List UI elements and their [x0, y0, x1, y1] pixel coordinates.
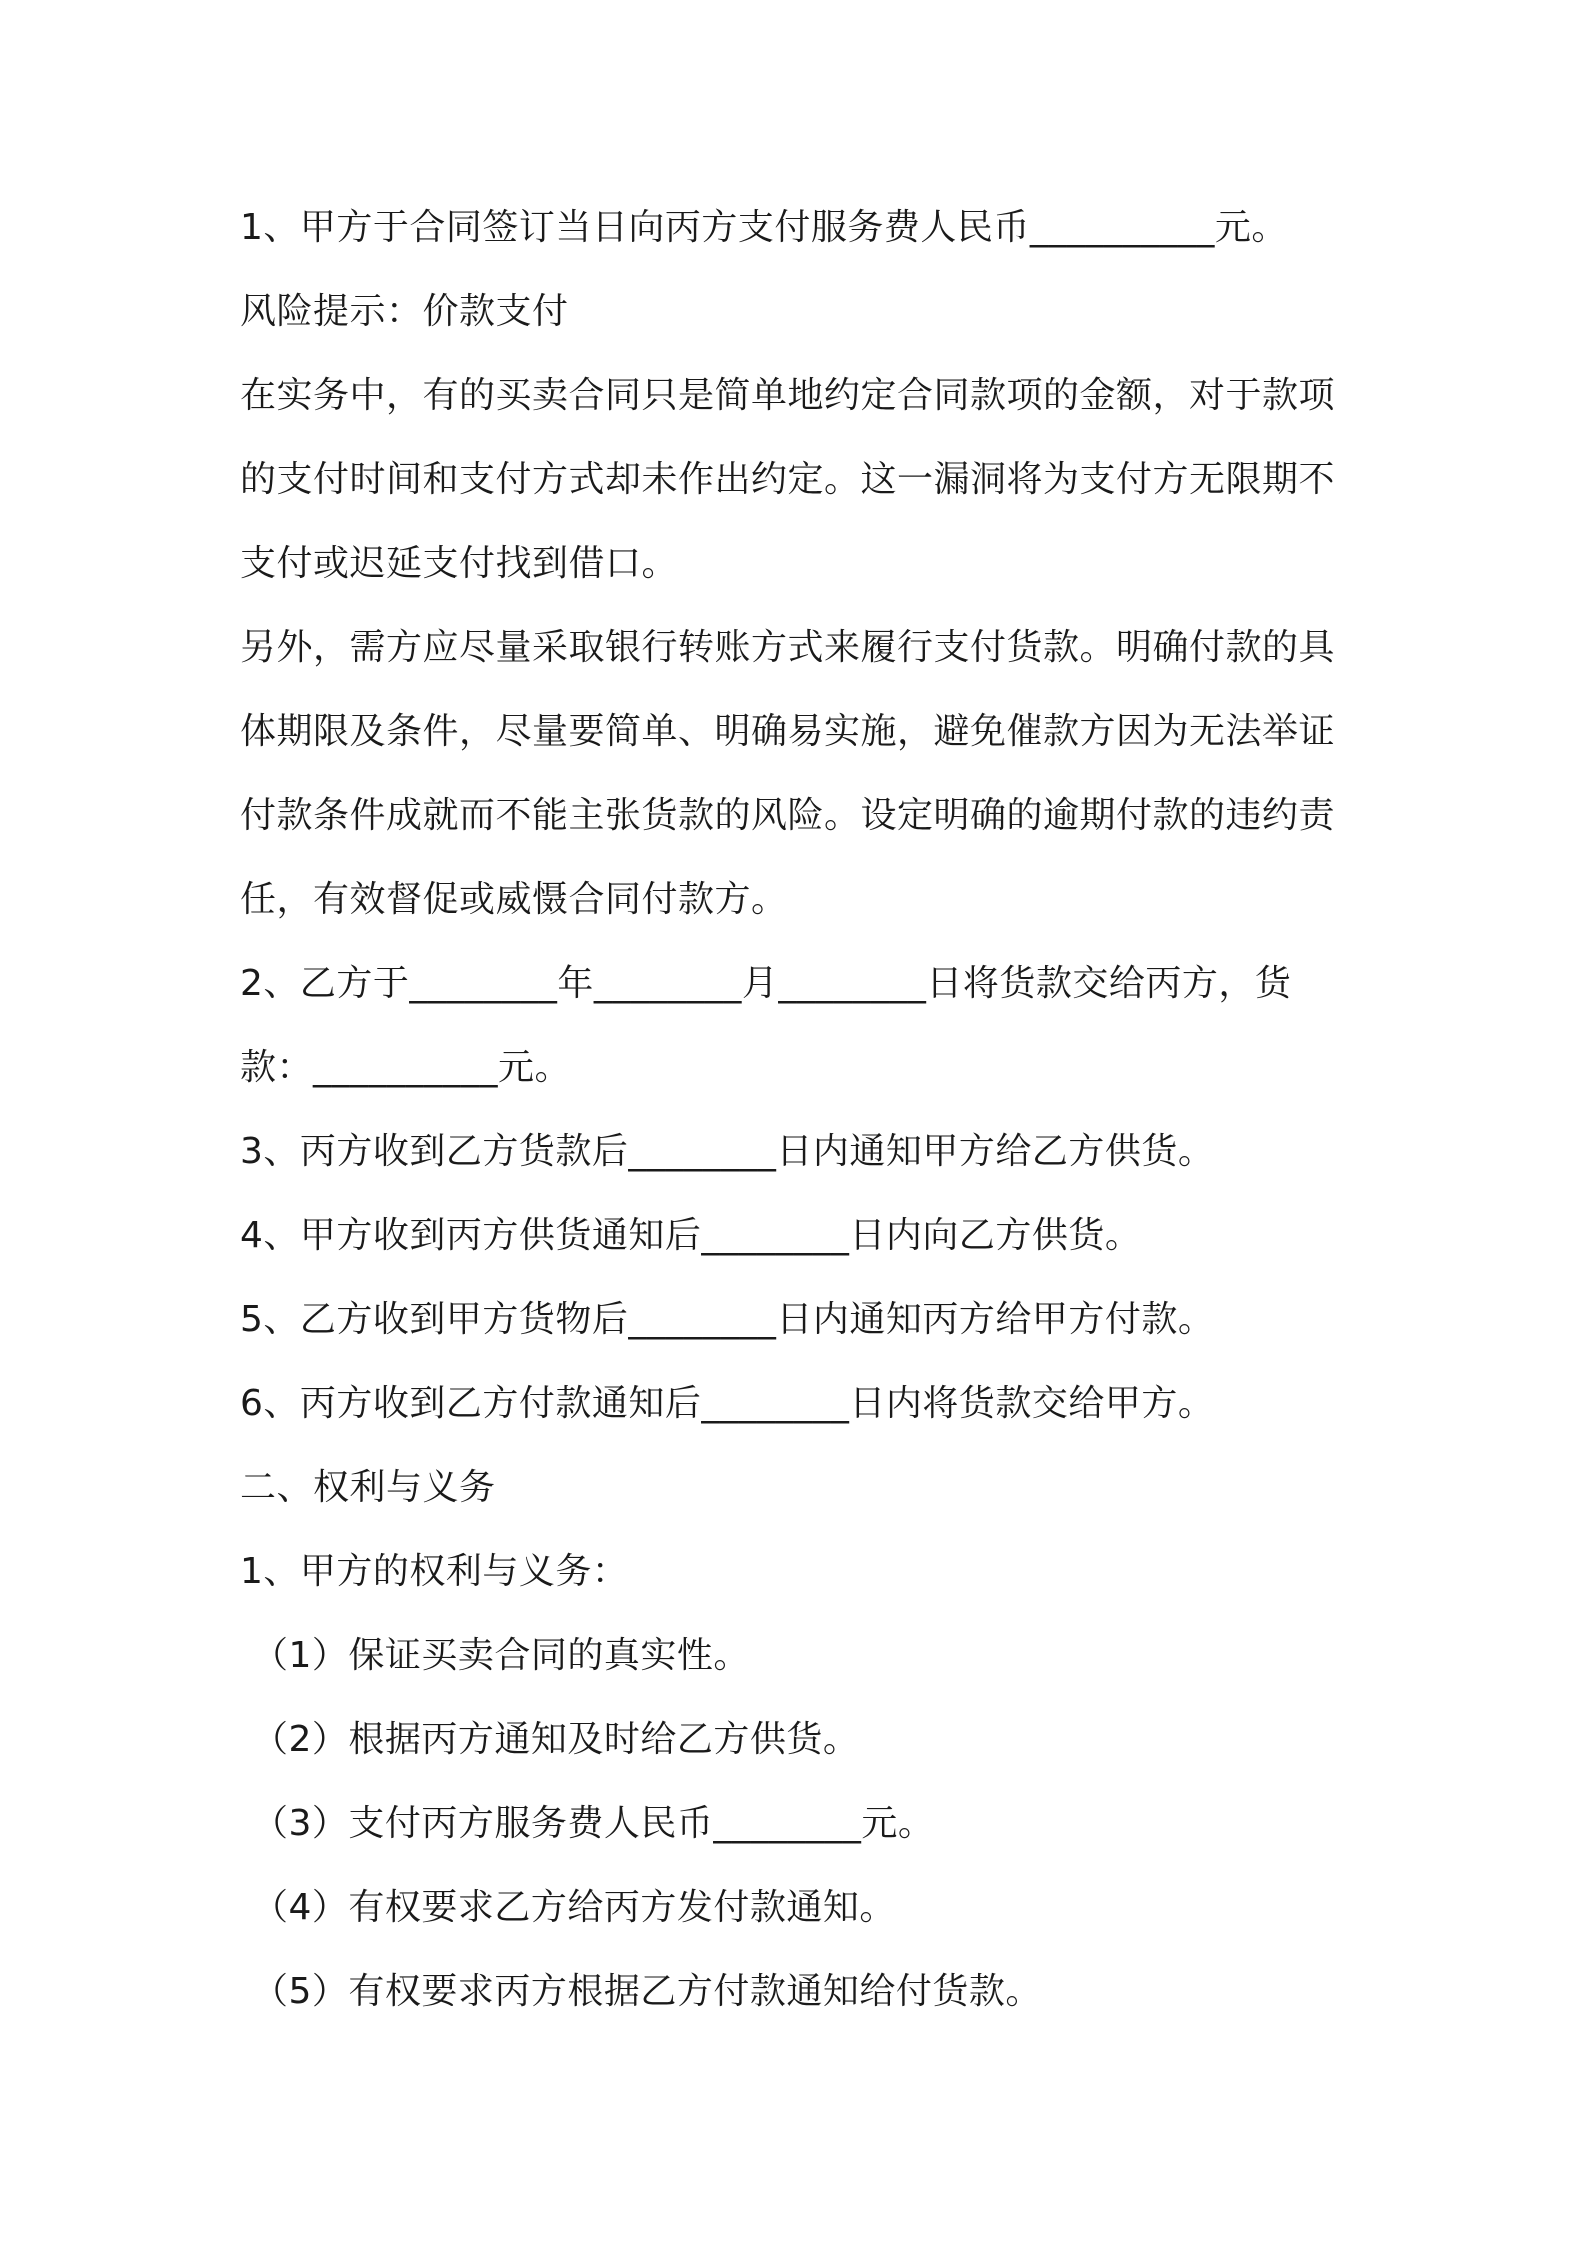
clause-6: 6、丙方收到乙方付款通知后________日内将货款交给甲方。	[240, 1383, 1215, 1424]
paragraph-line: 付款条件成就而不能主张货款的风险。设定明确的逾期付款的违约责	[240, 795, 1336, 836]
clause-1-service-fee: 1、甲方于合同签订当日向丙方支付服务费人民币__________元。	[240, 207, 1288, 248]
paragraph-line: 支付或迟延支付找到借口。	[240, 543, 679, 584]
list-item: （2）根据丙方通知及时给乙方供货。	[252, 1719, 860, 1760]
clause-5: 5、乙方收到甲方货物后________日内通知丙方给甲方付款。	[240, 1299, 1215, 1340]
party-a-rights-heading: 1、甲方的权利与义务：	[240, 1551, 629, 1592]
risk-tip-heading: 风险提示：价款支付	[240, 291, 569, 332]
clause-2-payment-date: 2、乙方于________年________月________日将货款交给丙方，货	[240, 963, 1292, 1004]
list-item: （1）保证买卖合同的真实性。	[252, 1635, 750, 1676]
paragraph-line: 体期限及条件，尽量要简单、明确易实施，避免催款方因为无法举证	[240, 711, 1336, 752]
clause-2-amount: 款：__________元。	[240, 1047, 572, 1088]
paragraph-line: 在实务中，有的买卖合同只是简单地约定合同款项的金额，对于款项	[240, 375, 1336, 416]
clause-4: 4、甲方收到丙方供货通知后________日内向乙方供货。	[240, 1215, 1142, 1256]
paragraph-line: 任，有效督促或威慑合同付款方。	[240, 879, 788, 920]
paragraph-line: 另外，需方应尽量采取银行转账方式来履行支付货款。明确付款的具	[240, 627, 1336, 668]
list-item: （5）有权要求丙方根据乙方付款通知给付货款。	[252, 1971, 1042, 2012]
section-heading-rights-obligations: 二、权利与义务	[240, 1467, 496, 1508]
paragraph-line: 的支付时间和支付方式却未作出约定。这一漏洞将为支付方无限期不	[240, 459, 1336, 500]
list-item: （3）支付丙方服务费人民币________元。	[252, 1803, 935, 1844]
list-item: （4）有权要求乙方给丙方发付款通知。	[252, 1887, 896, 1928]
clause-3: 3、丙方收到乙方货款后________日内通知甲方给乙方供货。	[240, 1131, 1215, 1172]
